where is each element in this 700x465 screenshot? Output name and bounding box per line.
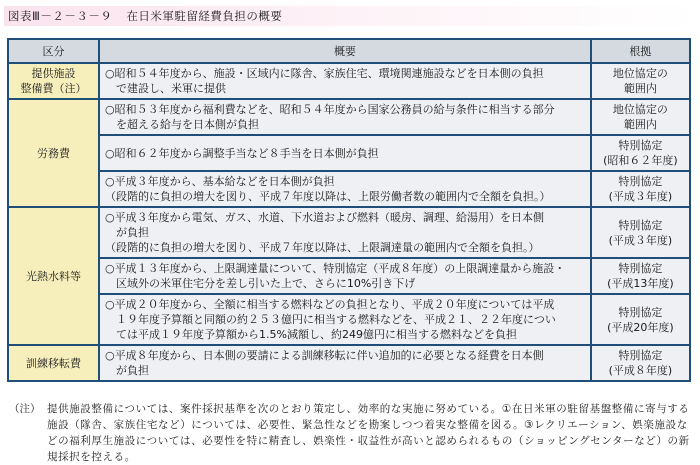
basis-line: 範囲内 — [623, 118, 657, 131]
summary-line: （段階的に負担の増大を図り、平成７年度以降は、上限労働者数の範囲内で全額を負担。） — [105, 190, 551, 203]
basis-line: 特別協定 — [618, 218, 663, 232]
figure-number: 図表Ⅲ－２－３－９ — [8, 9, 113, 23]
figure-title: 在日米軍駐留経費負担の概要 — [126, 9, 283, 23]
table-row — [9, 208, 689, 257]
category-label: 整備費（注） — [20, 82, 87, 95]
basis-line: (平成８年度) — [608, 364, 673, 377]
category-label: 訓練移転費 — [26, 356, 82, 370]
basis-line: 特別協定 — [618, 349, 663, 362]
basis-cell — [592, 172, 689, 206]
summary-line: ○平成８年度から、日本側の要請による訓練移転に伴い追加的に必要となる経費を日本側 — [105, 349, 544, 362]
footnote-text: 提供施設整備については、案件採択基準を次のとおり策定し、効率的な実施に努めている。①在日米軍の駐留基盤整備に寄与する施設（隊舎、家族住宅など）については、必要性、緊急性などを勘案しつつ着実な整備を図る。③レクリエーション、娯楽施設などの福利厚生施設については、必要性を特に精査し、娯楽性・収益性が高いと認められるもの（ショッピングセンターなど）の新規採択を控える。 — [47, 403, 690, 463]
summary-cell — [100, 208, 590, 257]
basis-cell — [592, 100, 689, 134]
summary-cell — [100, 346, 590, 380]
basis-line: 地位協定の — [612, 103, 668, 116]
table-row — [9, 295, 689, 344]
category-cell — [9, 208, 98, 344]
summary-line: ○昭和５４年度から、施設・区域内に隊舎、家族住宅、環境関連施設などを日本側の負担 — [105, 67, 544, 80]
summary-line: １９年度予算額と同額の約２５３億円に相当する燃料などを、平成２１、２２年度につい — [116, 313, 556, 326]
basis-cell — [592, 259, 689, 293]
header-summary: 概要 — [100, 40, 590, 62]
basis-line: (平成３年度) — [608, 233, 673, 247]
basis-line: (平成13年度) — [607, 277, 674, 290]
category-cell — [9, 100, 98, 206]
summary-cell — [100, 100, 590, 134]
table-row — [9, 100, 689, 134]
summary-line: 区域外の米軍住宅分を差し引いた上で、さらに10%引き下げ — [116, 277, 416, 290]
category-cell — [9, 64, 98, 98]
table-header-row — [9, 40, 689, 62]
header-category: 区分 — [9, 40, 98, 62]
cost-sharing-table — [7, 38, 691, 382]
basis-line: (昭和６２年度) — [603, 154, 678, 167]
summary-line: で建設し、米軍に提供 — [116, 82, 227, 95]
basis-cell — [592, 295, 689, 344]
basis-line: 特別協定 — [618, 305, 663, 319]
basis-line: (平成20年度) — [607, 320, 674, 334]
basis-cell — [592, 208, 689, 257]
basis-line: 特別協定 — [618, 262, 663, 275]
table-row — [9, 136, 689, 170]
summary-line: ○平成３年度から電気、ガス、水道、下水道および燃料（暖房、調理、給湯用）を日本側 — [105, 211, 544, 224]
table-row — [9, 172, 689, 206]
basis-line: 範囲内 — [623, 82, 657, 95]
summary-cell — [100, 136, 590, 170]
summary-line: ○平成２０年度から、全額に相当する燃料などの負担となり、平成２０年度については平成 — [105, 298, 555, 311]
summary-line: ては平成１９年度予算額から1.5%減額し、約249億円に相当する燃料などを負担 — [116, 328, 517, 341]
summary-line: ○昭和６２年度から調整手当など８手当を日本側が負担 — [105, 146, 379, 160]
category-label: 光熱水料等 — [26, 269, 82, 283]
summary-line: が負担 — [116, 226, 150, 239]
basis-cell — [592, 346, 689, 380]
summary-cell — [100, 64, 590, 98]
summary-cell — [100, 172, 590, 206]
summary-line: を超える給与を日本側が負担 — [116, 118, 260, 131]
table-row — [9, 64, 689, 98]
header-basis: 根拠 — [592, 40, 689, 62]
basis-cell — [592, 136, 689, 170]
summary-line: ○平成１３年度から、上限調達量について、特別協定（平成８年度）の上限調達量から施設・ — [105, 262, 566, 275]
category-label: 労務費 — [37, 146, 71, 160]
basis-line: 特別協定 — [618, 175, 663, 188]
table-row — [9, 346, 689, 380]
category-label: 提供施設 — [31, 67, 76, 80]
summary-line: が負担 — [116, 364, 150, 377]
footnote — [5, 401, 695, 465]
figure-title-bar — [4, 6, 696, 26]
basis-line: 特別協定 — [618, 139, 663, 152]
summary-cell — [100, 259, 590, 293]
summary-line: （段階的に負担の増大を図り、平成７年度以降は、上限調達量の範囲内で全額を負担。） — [105, 241, 540, 254]
basis-line: 地位協定の — [612, 67, 668, 80]
category-cell — [9, 346, 98, 380]
footnote-mark: （注） — [9, 403, 41, 415]
summary-line: ○昭和５３年度から福利費などを、昭和５４年度から国家公務員の給与条件に相当する部分 — [105, 103, 555, 116]
summary-line: ○平成３年度から、基本給などを日本側が負担 — [105, 175, 335, 188]
basis-cell — [592, 64, 689, 98]
summary-cell — [100, 295, 590, 344]
table-row — [9, 259, 689, 293]
basis-line: (平成３年度) — [608, 190, 673, 203]
